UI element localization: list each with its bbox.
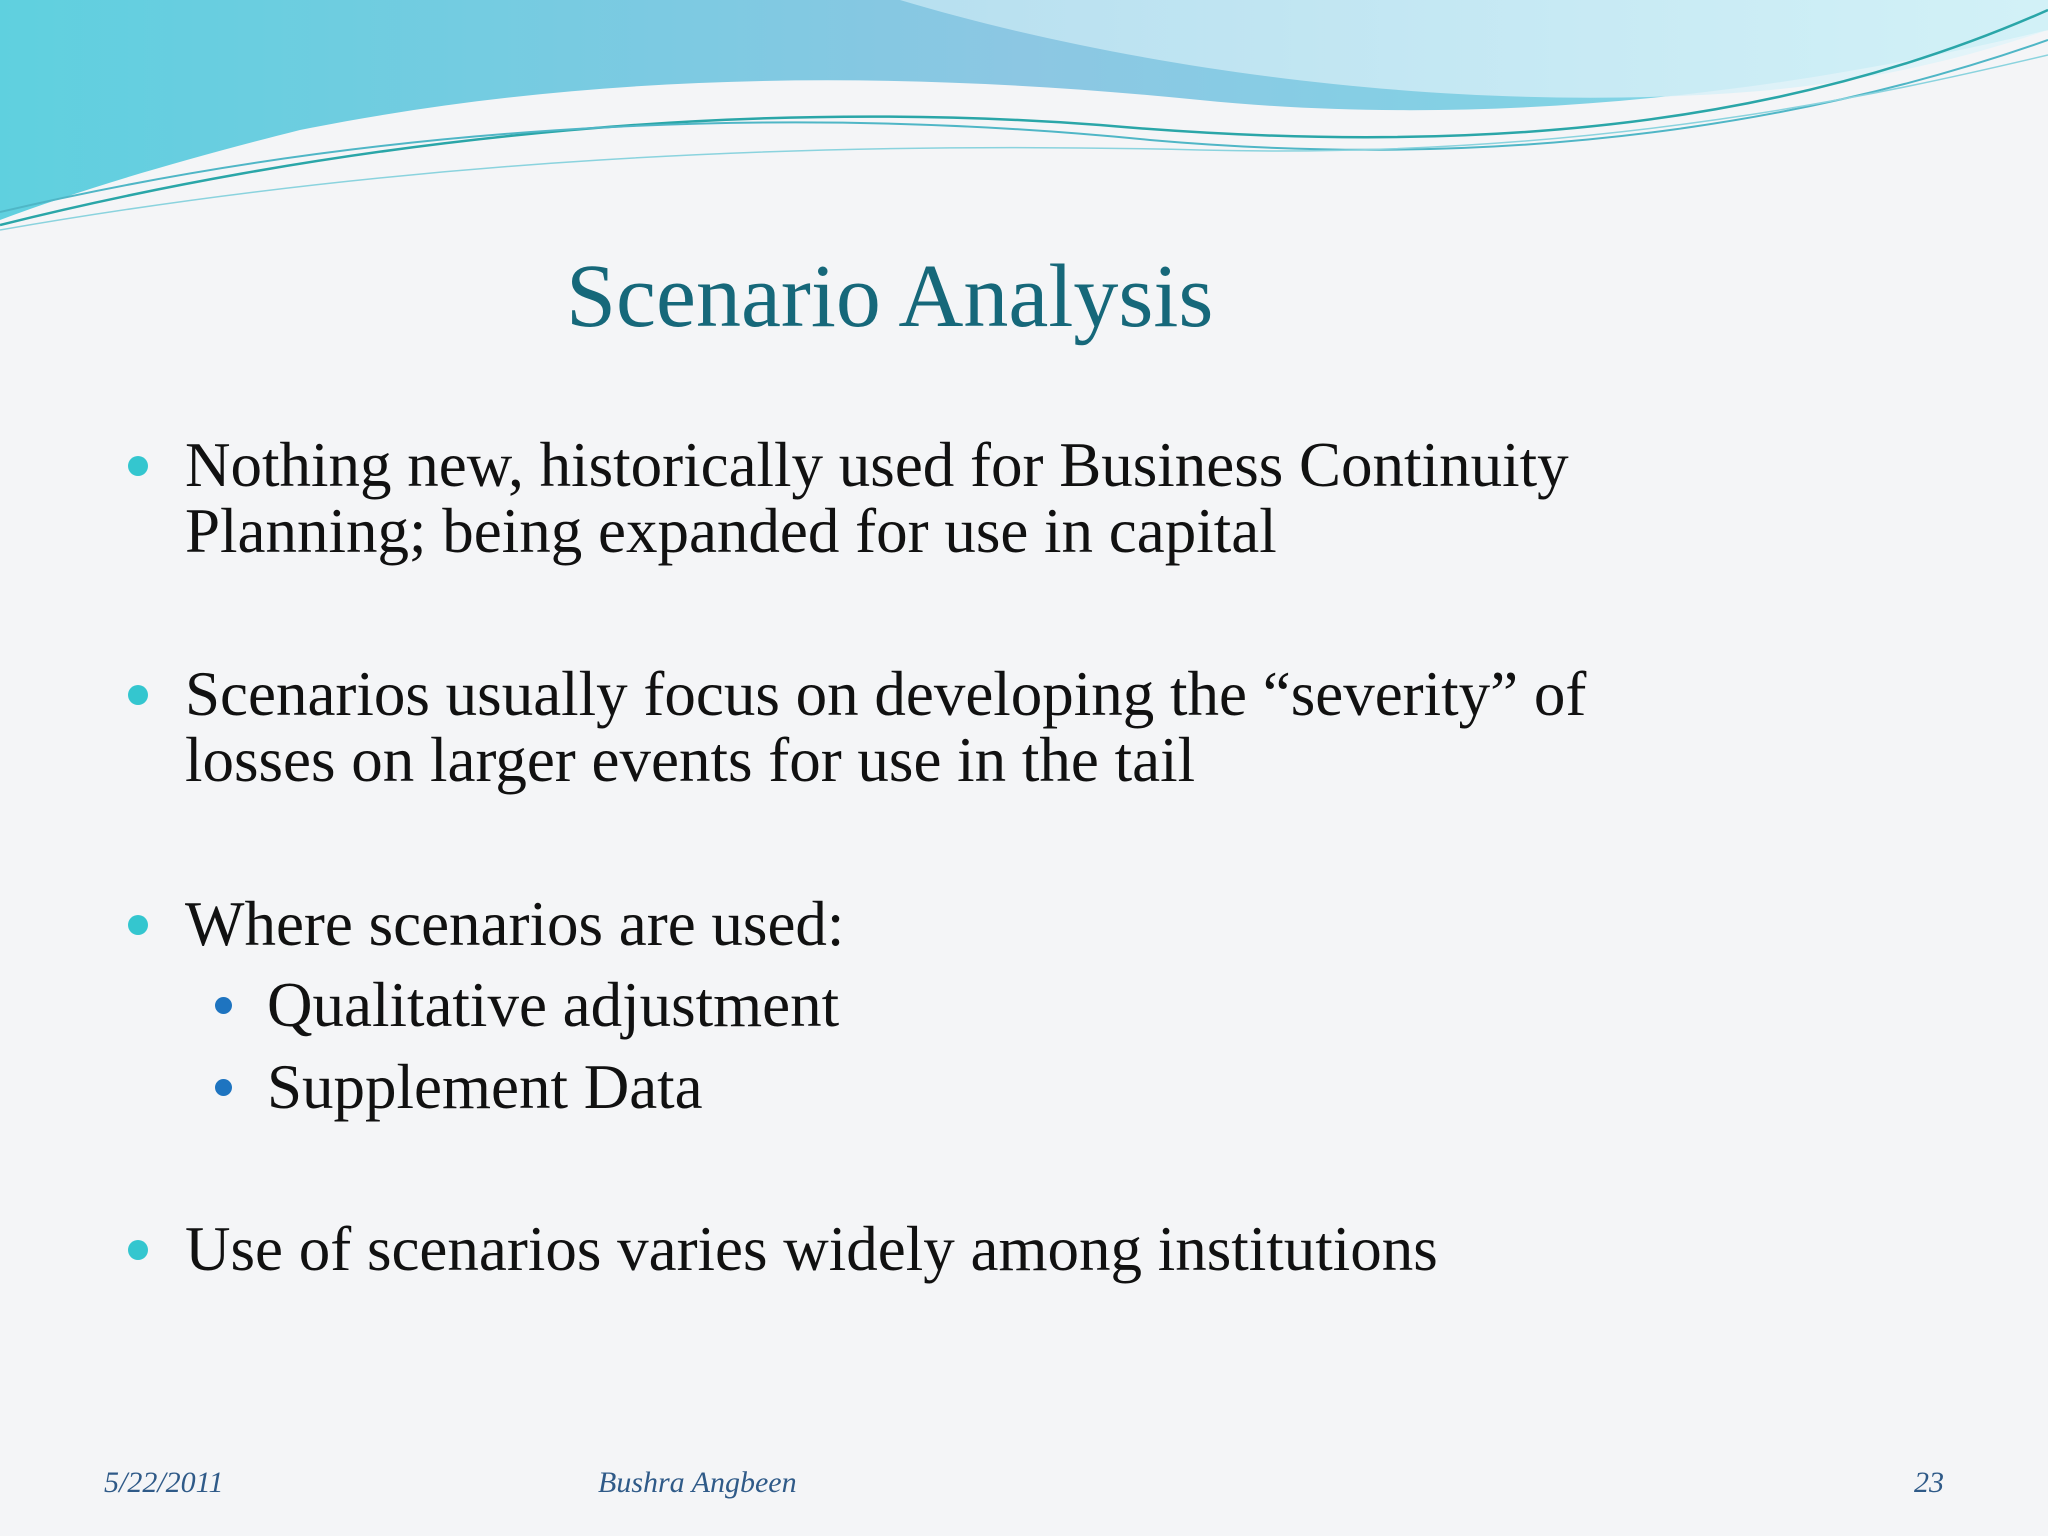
bullet-text-line: Nothing new, historically used for Business Continuity (185, 430, 1569, 500)
sub-bullet-text: Supplement Data (267, 1052, 703, 1122)
bullet-item (185, 891, 844, 957)
bullet-item (185, 1216, 1438, 1282)
bullet-dot-icon (128, 915, 148, 935)
sub-bullet-text: Qualitative adjustment (267, 970, 840, 1040)
sub-bullet-item (267, 1054, 703, 1120)
bullet-text-line: Use of scenarios varies widely among institutions (185, 1214, 1438, 1284)
bullet-dot-icon (128, 685, 148, 705)
sub-bullet-dot-icon (215, 997, 232, 1014)
sub-bullet-item (267, 972, 839, 1038)
footer-author: Bushra Angbeen (598, 1466, 797, 1499)
bullet-text-line: losses on larger events for use in the tail (185, 725, 1196, 795)
footer-date: 5/22/2011 (104, 1466, 224, 1499)
bullet-dot-icon (128, 456, 148, 476)
bullet-item (185, 432, 1569, 564)
slide-title: Scenario Analysis (566, 247, 1214, 346)
header-wave-decoration (0, 0, 2048, 240)
bullet-item (185, 661, 1586, 793)
bullet-text-line: Scenarios usually focus on developing the “severity” of (185, 659, 1587, 729)
bullet-dot-icon (128, 1240, 148, 1260)
bullet-text-line: Where scenarios are used: (185, 889, 845, 959)
footer-page-number: 23 (1914, 1466, 1944, 1499)
sub-bullet-dot-icon (215, 1079, 232, 1096)
bullet-text-line: Planning; being expanded for use in capital (185, 496, 1277, 566)
